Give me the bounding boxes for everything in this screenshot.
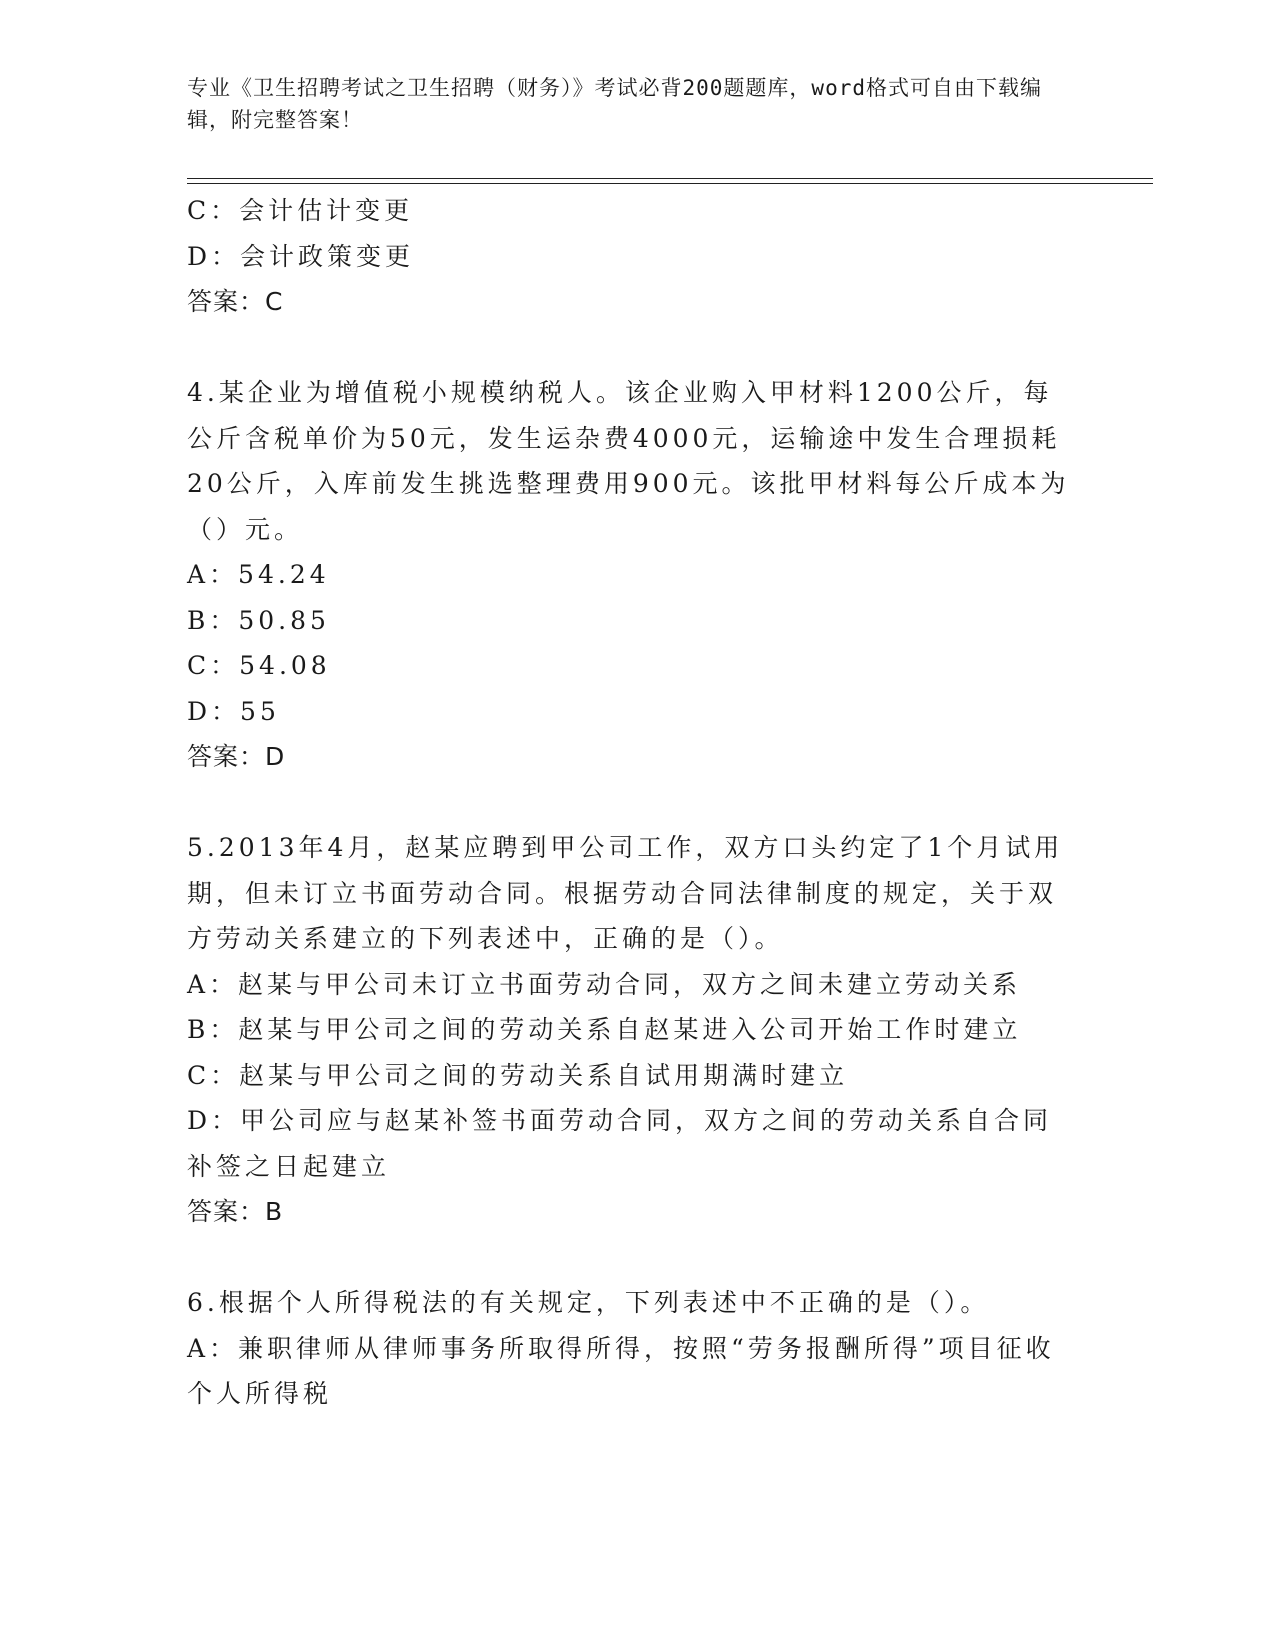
question-6 bbox=[187, 1280, 1077, 1417]
spacer bbox=[187, 1235, 1077, 1281]
option-c: C：54.08 bbox=[187, 651, 331, 680]
document-body bbox=[187, 188, 1077, 1417]
answer: 答案：C bbox=[187, 287, 284, 316]
question-stem: 6.根据个人所得税法的有关规定，下列表述中不正确的是（）。 bbox=[187, 1288, 990, 1317]
question-4 bbox=[187, 370, 1077, 780]
question-3-tail bbox=[187, 188, 1077, 325]
option-a: A：兼职律师从律师事务所取得所得，按照“劳务报酬所得”项目征收个人所得税 bbox=[187, 1333, 1055, 1408]
option-a: A：54.24 bbox=[187, 560, 330, 589]
option-d: D：会计政策变更 bbox=[187, 241, 415, 271]
option-c: C：会计估计变更 bbox=[187, 196, 414, 225]
option-a: A：赵某与甲公司未订立书面劳动合同，双方之间未建立劳动关系 bbox=[187, 969, 1022, 999]
spacer bbox=[187, 325, 1077, 371]
question-stem: 4.某企业为增值税小规模纳税人。该企业购入甲材料1200公斤，每公斤含税单价为50元，发生运杂费4000元，运输途中发生合理损耗20公斤，入库前发生挑选整理费用900元。该批甲材料每公斤成本为（）元。 bbox=[187, 378, 1070, 544]
question-5 bbox=[187, 825, 1077, 1235]
header-rule-top bbox=[187, 178, 1153, 179]
answer: 答案：B bbox=[187, 1197, 284, 1226]
option-b: B：50.85 bbox=[187, 605, 330, 635]
document-header: 专业《卫生招聘考试之卫生招聘（财务）》考试必背200题题库，word格式可自由下载编辑，附完整答案！ bbox=[187, 76, 1042, 132]
answer: 答案：D bbox=[187, 742, 286, 771]
spacer bbox=[187, 780, 1077, 826]
option-d: D：55 bbox=[187, 696, 280, 726]
option-c: C：赵某与甲公司之间的劳动关系自试用期满时建立 bbox=[187, 1060, 849, 1090]
option-b: B：赵某与甲公司之间的劳动关系自赵某进入公司开始工作时建立 bbox=[187, 1015, 1022, 1044]
question-stem: 5.2013年4月，赵某应聘到甲公司工作，双方口头约定了1个月试用期，但未订立书面劳动合同。根据劳动合同法律制度的规定，关于双方劳动关系建立的下列表述中，正确的是（）。 bbox=[187, 833, 1064, 953]
header-rule-bottom bbox=[187, 183, 1153, 184]
option-d: D：甲公司应与赵某补签书面劳动合同，双方之间的劳动关系自合同补签之日起建立 bbox=[187, 1106, 1053, 1181]
